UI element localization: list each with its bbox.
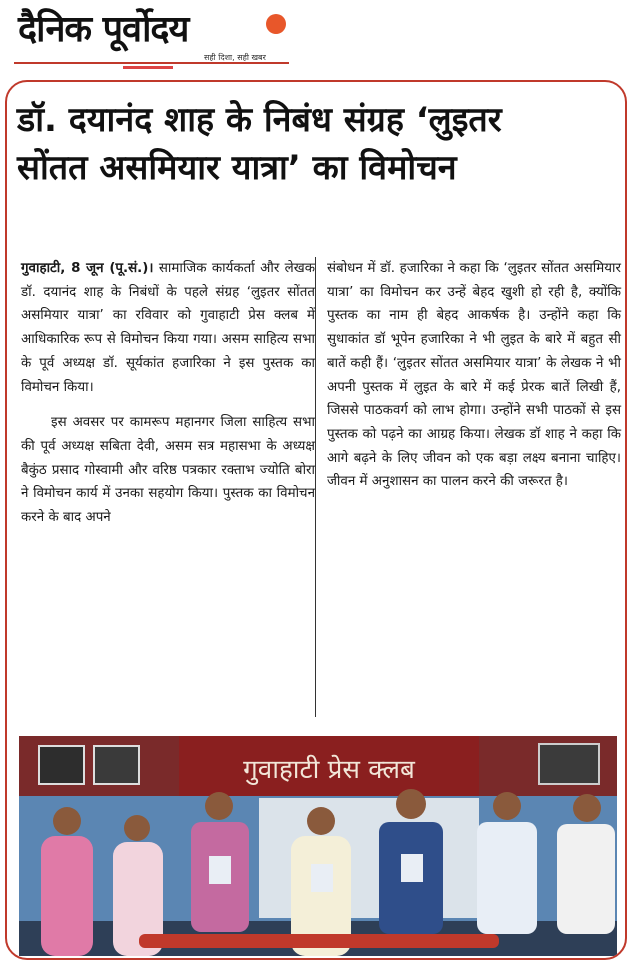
masthead: [8, 4, 298, 74]
masthead-small-bar: [123, 66, 173, 69]
article-column-right: [327, 257, 621, 494]
photo-table-garlands: [139, 934, 499, 948]
headline-line-1: डॉ. दयानंद शाह के निबंध संग्रह ‘लुइतर: [17, 100, 502, 140]
event-photo: [19, 736, 617, 956]
article-column-left: [21, 257, 315, 530]
paragraph-3: संबोधन में डॉ. हजारिका ने कहा कि ‘लुइतर सोंतत असमियार यात्रा’ का विमोचन कर उन्हें बेहद खुशी हो रही है, क्योंकि पुस्तक का नाम ही बेहद आकर्षक है। उन्होंने कहा कि सुधाकांत डॉ भूपेन हजारिका ने भी लुइत के बारे में बहुत सी बातें कही हैं। ‘लुइतर सोंतत असमियार यात्रा’ के लेखक ने भी अपनी पुस्तक में लुइत के बारे में कई प्रेरक बातें लिखी हैं, जिससे पाठकवर्ग को लाभ होगा। उन्होंने सभी पाठकों से इस पुस्तक को पढ़ने का आग्रह किया। लेखक डॉ शाह ने कहा कि आगे बढ़ने के लिए जीवन को एक बड़ा लक्ष्य बनाना चाहिए। जीवन में अनुशासन का पालन करने की जरूरत है।: [327, 261, 621, 490]
paragraph-2: इस अवसर पर कामरूप महानगर जिला साहित्य सभा की पूर्व अध्यक्ष सबिता देवी, असम सत्र महासभा के अध्यक्ष बैकुंठ प्रसाद गोस्वामी और वरिष्ठ पत्रकार रक्ताभ ज्योति बोरा ने विमोचन कार्य में उनका सहयोग किया। पुस्तक का विमोचन करने के बाद अपने: [21, 415, 315, 526]
masthead-title: दैनिक पूर्वोदय: [18, 9, 189, 50]
photo-banner-text: गुवाहाटी प्रेस क्लब: [243, 755, 415, 785]
masthead-logo-dot: [266, 14, 286, 34]
masthead-tagline: सही दिशा, सही खबर: [204, 53, 266, 62]
event-photo-illustration: [19, 736, 617, 956]
dateline: गुवाहाटी, 8 जून (पू.सं.)।: [21, 261, 154, 276]
masthead-rule: [14, 62, 289, 64]
article-frame: [5, 80, 627, 960]
headline: [17, 96, 617, 192]
paragraph-1: [21, 257, 315, 399]
paragraph-1-body: सामाजिक कार्यकर्ता और लेखक डॉ. दयानंद शाह के निबंधों के पहले संग्रह ‘लुइतर सोंतत असमियार यात्रा’ का रविवार को गुवाहाटी प्रेस क्लब में आधिकारिक रूप से विमोचन किया गया। असम साहित्य सभा के पूर्व अध्यक्ष डॉ. सूर्यकांत हजारिका ने इस पुस्तक का विमोचन किया।: [21, 261, 315, 395]
headline-line-2: सोंतत असमियार यात्रा’ का विमोचन: [17, 148, 457, 188]
column-divider: [315, 257, 316, 717]
